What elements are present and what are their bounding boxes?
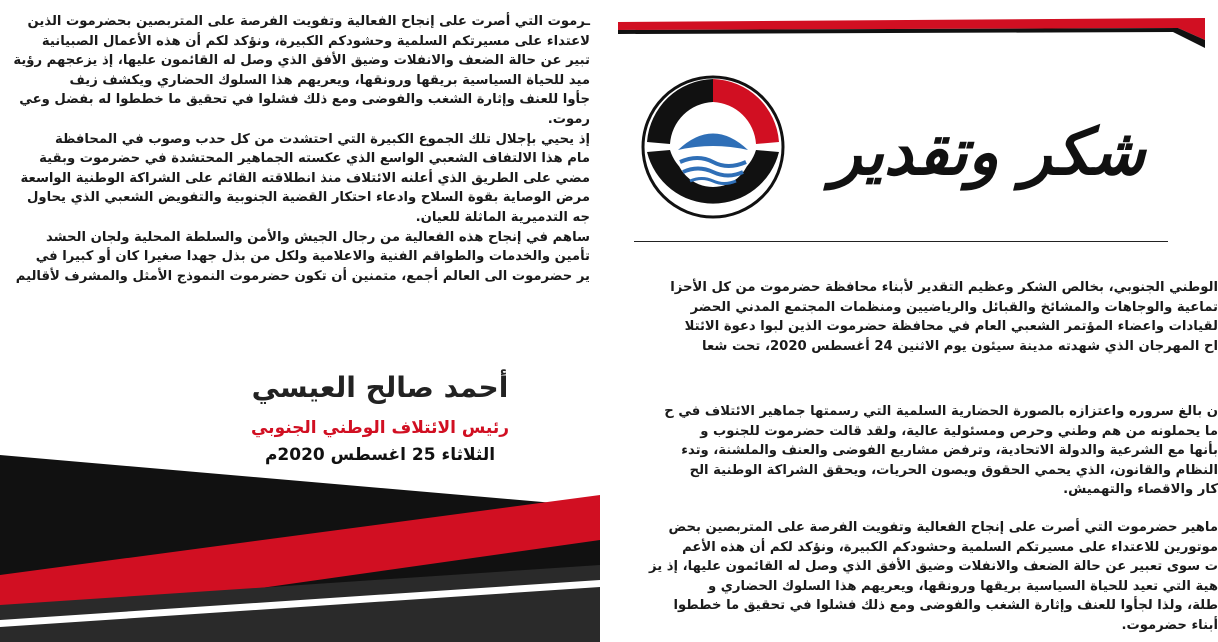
left-page bbox=[0, 0, 600, 642]
text-line: جأوا للعنف وإثارة الشغب والفوضى ومع ذلك فشلوا في تحقيق ما خططوا له بفضل وعي bbox=[19, 92, 590, 108]
text-line: تبير عن حالة الضعف والانفلات وضيق الأفق الذي وصل له القائمون عليها، إذ يزعجهم رؤية bbox=[13, 53, 590, 69]
text-line: مضي على الطريق الذي أعلنه الائتلاف منذ انطلاقته القائم على الشراكة الوطنية الواسعة bbox=[20, 170, 590, 186]
text-line: ـرموت التي أصرت على إنجاح الفعالية وتفويت الفرصة على المتربصين بحضرموت الذين bbox=[27, 14, 590, 29]
text-line: رموت. bbox=[547, 111, 590, 127]
title-divider bbox=[634, 241, 1168, 242]
text-line: جه التدميرية الماثلة للعيان. bbox=[415, 209, 590, 225]
decorative-stripes bbox=[0, 455, 600, 642]
signatory-name: أحمد صالح العيسي bbox=[251, 371, 509, 404]
text-line: موتورين للاعتداء على مسيرتكم السلمية وحشودكم الكبيرة، ونؤكد لكم أن هذه الأعم bbox=[682, 539, 1218, 555]
text-line: هية التي تعيد للحياة السياسية بريقها ورونقها، ويعريهم هذا السلوك الحضاري و bbox=[707, 578, 1218, 594]
text-line: أبناء حضرموت. bbox=[1121, 617, 1218, 633]
text-line: ميد للحياة السياسية بريقها ورونقها، ويعريهم هذا السلوك الحضاري ويكشف زيف bbox=[69, 72, 590, 88]
text-line: ت سوى تعبير عن حالة الضعف والانفلات وضيق الأفق الذي وصل له القائمون عليها، إذ يز bbox=[649, 559, 1218, 575]
text-line: كار والاقصاء والتهميش. bbox=[1063, 482, 1218, 498]
coalition-logo bbox=[638, 72, 788, 222]
right-paragraph-3 bbox=[578, 518, 1218, 636]
text-line: الوطني الجنوبي، بخالص الشكر وعظيم التقدير لأبناء محافظة حضرموت من كل الأحزا bbox=[670, 280, 1218, 295]
text-line: بأنها مع الشرعية والدولة الاتحادية، وترفض مشاريع الفوضى والعنف والملشنة، وتدء bbox=[681, 443, 1218, 459]
right-paragraph-2 bbox=[578, 402, 1218, 500]
left-body-text bbox=[10, 12, 590, 286]
text-line: تماعية والوجاهات والمشائخ والقبائل والرياضيين ومنظمات المجتمع المدني الحضر bbox=[690, 299, 1218, 315]
text-line: ير حضرموت الى العالم أجمع، متمنين أن تكون حضرموت النموذج الأمثل والمشرف لأقاليم bbox=[15, 268, 590, 284]
text-line: ساهم في إنجاح هذه الفعالية من رجال الجيش والأمن والسلطة المحلية ولجان الحشد bbox=[45, 229, 590, 245]
text-line: النظام والقانون، الذي يحمي الحقوق ويصون الحريات، ويحقق الشراكة الوطنية الح bbox=[689, 462, 1218, 478]
page-title: شكر وتقدير bbox=[830, 115, 1146, 190]
text-line: اح المهرجان الذي شهدته مدينة سيئون يوم الاثنين 24 أغسطس 2020، تحت شعا bbox=[702, 338, 1218, 354]
signature-block bbox=[200, 368, 560, 468]
right-paragraph-1 bbox=[578, 278, 1218, 356]
header-ornament bbox=[618, 18, 1205, 48]
text-line: لاعتداء على مسيرتكم السلمية وحشودكم الكبيرة، ونؤكد لكم أن هذه الأعمال الصبيانية bbox=[41, 33, 590, 49]
text-line: إذ يحيي بإجلال تلك الجموع الكبيرة التي احتشدت من كل حدب وصوب في المحافظة bbox=[54, 131, 590, 147]
text-line: تأمين والخدمات والطواقم الفنية والاعلامية ولكل من بذل جهدا صغيرا كان أو كبيرا في bbox=[35, 249, 590, 265]
text-line: طلة، ولذا لجأوا للعنف وإثارة الشغب والفوضى ومع ذلك فشلوا في تحقيق ما خططوا bbox=[673, 598, 1218, 614]
text-line: لقيادات واعضاء المؤتمر الشعبي العام في محافظة حضرموت الذين لبوا دعوة الائتلا bbox=[684, 319, 1218, 335]
header-black-edge bbox=[618, 28, 1205, 48]
right-page bbox=[618, 0, 1218, 642]
signatory-role: رئيس الائتلاف الوطني الجنوبي bbox=[250, 418, 510, 438]
text-line: مام هذا الالتفاف الشعبي الواسع الذي عكسته الجماهير المحتشدة في حضرموت وبقية bbox=[39, 151, 590, 167]
text-line: ما يحملونه من هم وطني وحرص ومسئولية عالية، ولقد قالت حضرموت للجنوب و bbox=[700, 423, 1218, 439]
text-line: مرض الوصاية بقوة السلاح وادعاء احتكار القضية الجنوبية والتفويض الشعبي الذي يحاول bbox=[26, 190, 590, 206]
text-line: ن بالغ سروره واعتزازه بالصورة الحضارية السلمية التي رسمتها جماهير الائتلاف في ح bbox=[664, 404, 1218, 419]
text-line: ماهير حضرموت التي أصرت على إنجاح الفعالية وتفويت الفرصة على المتربصين بحض bbox=[668, 520, 1218, 535]
signature-date: الثلاثاء 25 اغسطس 2020م bbox=[264, 445, 496, 465]
